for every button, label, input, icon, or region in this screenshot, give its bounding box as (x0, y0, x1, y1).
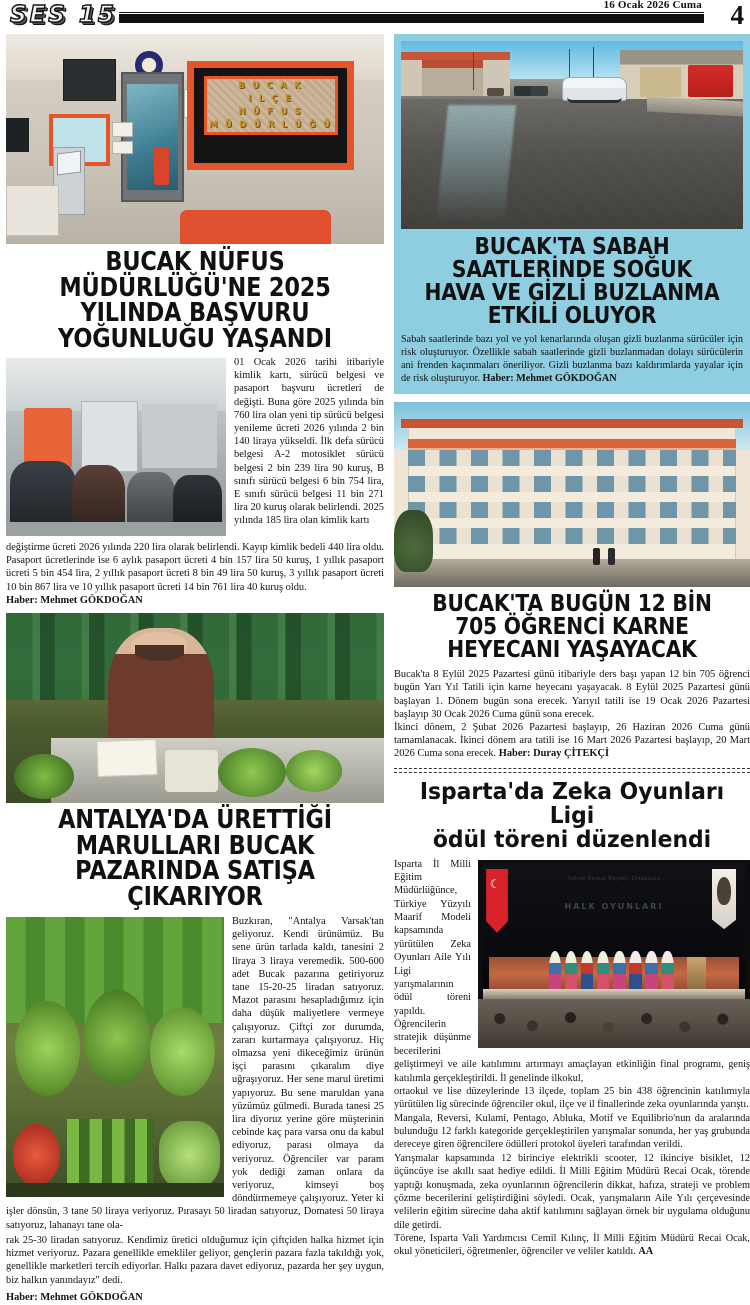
page-columns (6, 34, 750, 1305)
article-nufus-byline: Haber: Mehmet GÖKDOĞAN (6, 594, 143, 606)
headline-karne: BUCAK'TA BUGÜN 12 BİN 705 ÖĞRENCİ KARNE HEYECANI YAŞAYACAK (432, 591, 712, 664)
article-isparta-p4-text: Yarışmalar kapsamında 12 birinciye elektrikli scooter, 12 ikinciye bisiklet, 12 üçüncüye ise akıllı saat hediye edildi. İl Milli Eğitim Müdürü Recai Ocak, törende yaptığı konuşmada, zeka oyunlarının öğrencilerin dikkat, hafıza, strateji ve problem çözme becerilerini geliştirdiğini söyledi. Ocak, yarışmaların Aile Yılı çerçevesinde velilerin eğitim sürecine daha aktif katılımını sağlayan örnek bir uygulama olduğunu dile getirdi. (394, 1152, 750, 1231)
article-marul-body (6, 915, 384, 1232)
headline-marul: ANTALYA'DA ÜRETTİĞİ MARULLARI BUCAK PAZARINDA SATIŞA ÇIKARIYOR (58, 805, 332, 912)
article-isparta-p3: Mangala, Reversi, Kulami, Pentago, Abluka, Motif ve Equilibrio'nun da aralarında bulunduğu 12 farklı kategoride gerçekleştirilen yarışmalar sonunda, her yaş grubunda dereceye giren öğrencilere ödülleri protokol üyeleri tarafından verildi. (394, 1112, 750, 1151)
turkish-flag-icon (486, 869, 508, 933)
headline-nufus: BUCAK NÜFUS MÜDÜRLÜĞÜ'NE 2025 YILINDA BAŞVURU YOĞUNLUĞU YAŞANDI (58, 247, 332, 354)
masthead (6, 0, 744, 30)
article-isparta-p4 (394, 1152, 750, 1232)
ataturk-portrait (712, 869, 736, 929)
office-sign-line1: B U C A K (238, 80, 303, 91)
photo-award-ceremony (478, 860, 750, 1048)
photo-school-building (394, 402, 750, 587)
stage-event-title: HALK OYUNLARI (564, 902, 664, 911)
photo-icy-street (401, 41, 743, 229)
article-nufus-rest: değiştirme ücreti 2026 yılında 220 lira olarak belirlendi. Kayıp kimlik bedeli 440 lira oldu. Pasaport ücretlerinde ise 6 aylık pasaport ücreti 4 bin 157 lira 50 kuruş, 1 yıllık pasaport ücreti 5 bin 454 lira, 2 yıllık pasaport ücreti 8 bin 49 lira 50 kuruş, 3 yıllık pasaport ücreti 10 bin 867 lira ve 10 yıllık pasaport ücreti 14 bin 761 lira 40 kuruş oldu. (6, 542, 384, 593)
photo-nufus-waiting-area (6, 358, 226, 536)
masthead-thin-rule (119, 12, 704, 14)
photo-market-produce (6, 917, 224, 1197)
article-isparta-source: AA (638, 1246, 654, 1258)
headline-isparta-line2: ödül töreni düzenlendi (432, 824, 712, 853)
masthead-thick-rule (119, 14, 704, 23)
article-nufus-lead: 01 Ocak 2026 tarihi itibariyle kimlik kartı, sürücü belgesi ve pasaport başvuru ücretleri de değişti. Buna göre 2025 yılında bin 760 lira olan yeni tip sürücü belgesi yenileme ücreti 2026 yılında 2 bin 140 liraya yükseldi. İlk defa sürücü belgesi A-2 motosiklet sürücü belgesi 2 bin 239 lira 90 kuruş, B sınıfı sürücü belgesi 6 bin 754 lira, E sınıfı sürücü belgesi 11 bin 271 lira 20 kuruş olarak belirlendi. 2025 yılında 185 lira olan kimlik kartı (234, 357, 384, 527)
article-karne-p1: Bucak'ta 8 Eylül 2025 Pazartesi günü itibariyle ders başı yapan 12 bin 705 öğrenci bugün Yarı Yıl Tatili için karne heyecanı yaşayacak. 8 Eylül 2025 Pazartesi günü başlayan 1. Dönem bugün sona erecek. Yarıyıl tatili ise 19 Ocak 2026 Pazartesi başlayıp 30 Ocak 2026 Cuma günü sona erecek. (394, 669, 750, 720)
photo-market-seller (6, 613, 384, 803)
office-sign-line3: N Ü F U S (238, 106, 303, 117)
article-buzlanma-byline: Haber: Mehmet GÖKDOĞAN (482, 373, 617, 385)
article-isparta-p5-text: Törene, Isparta Vali Yardımcısı Cemil Kılınç, İl Milli Eğitim Müdürü Recai Ocak, okul yöneticileri, öğretmenler, öğrenciler ve veliler katıldı. (394, 1233, 750, 1258)
newspaper-logo: SES 15 (10, 2, 117, 28)
office-sign-line2: I L Ç E (248, 93, 294, 104)
article-marul-rest: rak 25-30 liradan satıyoruz. Kendimiz üretici olduğumuz için çiftçiden halka hizmet için hizmet veriyoruz. Pazara genellikle emekliler geliyor, gençlerin pazara fazla takıldığı yok, genellikle marketleri tercih ediyorlar. Halkı pazara davet ediyoruz, pazarda her şey uygun, biz halkın yanındayız" dedi. (6, 1234, 384, 1286)
article-isparta-top (394, 858, 750, 1085)
article-marul-byline: Haber: Mehmet GÖKDOĞAN (6, 1291, 143, 1303)
divider-dashed-top (394, 768, 750, 769)
headline-isparta (406, 776, 737, 853)
photo-nufus-office (6, 34, 384, 244)
right-column (394, 34, 750, 1305)
issue-date: 16 Ocak 2026 Cuma (603, 0, 702, 11)
article-nufus-body (6, 356, 384, 539)
article-buzlanma-text: Sabah saatlerinde bazı yol ve yol kenarlarında oluşan gizli buzlanma sürücüler için risk oluşturuyor. Özellikle sabah saatlerinde gizli buzlanmadan dolayı sürücülerin ani frenden kaçınmaları öneriliyor. Gizli buzlanma bazı kaldırımlarda yayalar için de risk oluşturuyor. (401, 334, 743, 385)
masthead-rule (119, 0, 744, 30)
article-isparta-p1: Isparta İl Milli Eğitim Müdürlüğünce, Türkiye Yüzyılı Maarif Modeli kapsamında yürütülen Zeka Oyunları Aile Yılı Ligi yarışmalarının ödül töreni yapıldı. Öğrencilerin stratejik düşünme becerilerini geliştirmeyi ve aile katılımını artırmayı amaçlayan etkinliğin final programı, geniş katılımla gerçekleştirildi. İl genelinde ilkokul, (394, 858, 750, 1084)
page-number: 4 (730, 0, 744, 30)
article-karne-p2 (394, 721, 750, 761)
article-marul-lead: Buzkıran, "Antalya Varsak'tan geliyoruz. Kendi ürünümüz. Bu sene ürün tarlada kaldı, tanesini 2 liraya 3 liraya veremedik. 500-600 adet Bucak pazarına getiriyoruz tane 15-20-25 liradan satıyoruz. Mazot parasını hesapladığımız için daha düşük maliyetlere vermeye çalışıyoruz. Çiftçi zor durumda, zararı kurtarmaya çalışıyoruz. Hiç olmazsa yeni dikeceğimiz ürünün işçi parasını çıkaralım diye uğraşıyoruz. Her sene marul üretimi yapıyoruz. Bu sene maruldan yana yüzümüz gülmedi. Burada tanesi 25 lira diyoruz yerine göre müşterinin cebinde kaç para varsa onu da kabul ediyoruz, parası olmaya da veriyoruz. Öğrenciler var param yok dediği zaman onlara da veriyoruz, kimseyi boş döndürmemeye çalışıyoruz. Yeter ki işler dönsün, 3 tane 50 liraya veriyoruz. Pırasayı 50 liradan satıyoruz, Domatesi 50 liraya satıyoruz, lahanayı tane ola- (6, 916, 384, 1231)
article-karne-p2-text: İkinci dönem, 2 Şubat 2026 Pazartesi başlayıp, 26 Haziran 2026 Cuma günü tamamlanacak. İkinci dönem ara tatili ise 16 Mart 2026 Pazartesi başlayıp, 20 Mart 2026 Cuma sona erecek. (394, 722, 750, 760)
office-sign-line4: M Ü D Ü R L Ü Ğ Ü (209, 119, 333, 130)
article-karne (394, 402, 750, 772)
article-isparta (394, 776, 750, 1259)
article-nufus (6, 34, 384, 607)
article-isparta-p2: ortaokul ve lise düzeylerinde 13 ilçede, toplam 25 bin 438 öğrencinin katılımıyla yürütülen lig sürecinde öğrenciler okul, ilçe ve il finallerinde zeka oyunlarında yarıştı. (394, 1085, 750, 1111)
stage-school-title: Yahya Kemal Beyatlı Ortaokulu (567, 876, 661, 883)
article-isparta-p5 (394, 1232, 750, 1259)
divider-dashed-bottom (394, 772, 750, 773)
left-column (6, 34, 384, 1305)
article-marul (6, 613, 384, 1305)
article-buzlanma-body (401, 333, 743, 385)
headline-buzlanma: BUCAK'TA SABAH SAATLERİNDE SOĞUK HAVA VE GİZLİ BUZLANMA ETKİLİ OLUYOR (424, 234, 720, 329)
article-buzlanma (394, 34, 750, 394)
headline-isparta-line1: Isparta'da Zeka Oyunları Ligi (419, 776, 725, 829)
article-karne-byline: Haber: Duray ÇİTEKÇİ (498, 748, 610, 760)
